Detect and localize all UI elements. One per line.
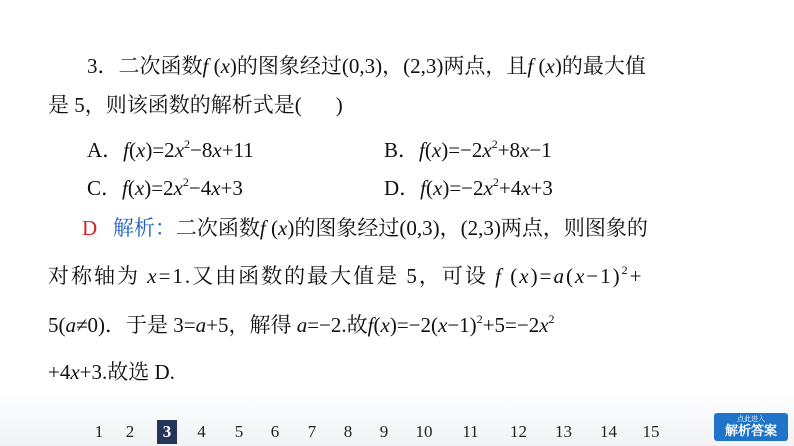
page-link-8[interactable]: 8: [343, 422, 353, 441]
math-x: x: [483, 176, 493, 200]
math-exponent: 2: [548, 312, 555, 326]
question-line-1: 3．二次函数f (x)的图象经过(0,3)，(2,3)两点，且f (x)的最大值: [87, 54, 646, 78]
page-link-15[interactable]: 15: [642, 422, 660, 441]
math-f: f: [495, 264, 504, 288]
math-exponent: 2: [184, 137, 191, 151]
question-text: 的图象经过(0,3)，(2,3)两点，且: [236, 54, 528, 78]
math-text: −1: [529, 138, 552, 162]
page-link-3[interactable]: 3: [157, 420, 177, 444]
math-text: −1): [447, 313, 477, 337]
math-f: f: [527, 54, 534, 78]
math-x: x: [220, 54, 230, 78]
math-x: x: [211, 176, 221, 200]
math-a: a: [65, 313, 76, 337]
answer-button-caption: 点此进入: [737, 415, 765, 423]
math-x: x: [134, 176, 145, 200]
solution-text: 对称轴为: [48, 264, 140, 288]
math-f: f: [367, 313, 374, 337]
math-x: x: [438, 313, 448, 337]
solution-text: +5，解得: [206, 313, 292, 337]
solution-line-4: [48, 358, 175, 386]
math-text: =−2(: [396, 313, 439, 337]
page-link-9[interactable]: 9: [379, 422, 389, 441]
page-link-12[interactable]: 12: [510, 422, 527, 441]
question-number: 3．: [87, 54, 119, 78]
math-x: x: [174, 138, 185, 162]
math-a: a: [296, 313, 308, 337]
math-text: +8: [497, 138, 521, 162]
page-link-7[interactable]: 7: [307, 422, 317, 441]
solution-label: 解析：: [112, 216, 176, 240]
math-f: f: [420, 176, 427, 200]
math-text: =2: [151, 176, 174, 200]
math-text: =−2: [448, 138, 483, 162]
option-b: B．$f(x)=-2x^2+8x-1$: [384, 137, 552, 162]
math-exponent: 2: [182, 175, 189, 189]
solution-text: =1.又由函数的最大值是 5，可设: [158, 264, 488, 288]
math-text: −8: [190, 138, 213, 162]
math-x: x: [482, 138, 492, 162]
math-x: x: [147, 264, 159, 288]
page-link-2[interactable]: 2: [125, 422, 135, 441]
math-x: x: [521, 176, 531, 200]
math-text: −4: [188, 176, 212, 200]
option-a: A．$f(x)=2x^2-8x+11$: [87, 137, 254, 162]
math-x: x: [539, 313, 549, 337]
math-x: x: [380, 313, 390, 337]
page-link-14[interactable]: 14: [600, 422, 617, 441]
math-exponent: 2: [621, 263, 630, 277]
math-f: f: [202, 54, 209, 78]
math-a: a: [195, 313, 207, 337]
option-label: A．: [87, 138, 124, 162]
page-link-10[interactable]: 10: [415, 422, 433, 441]
answer-button-label: 解析答案: [724, 424, 777, 439]
solution-text: =−2.故: [307, 313, 368, 337]
math-x: x: [136, 138, 146, 162]
math-f: f: [259, 216, 266, 240]
math-x: x: [519, 264, 531, 288]
page-link-4[interactable]: 4: [197, 422, 206, 441]
question-text: ): [335, 93, 343, 117]
option-c: C．$f(x)=2x^2-4x+3$: [87, 175, 243, 200]
math-f: f: [122, 176, 128, 200]
solution-text: ≠0)．于是 3=: [76, 313, 196, 337]
math-text: 5(: [48, 313, 66, 337]
math-text: +4: [498, 176, 522, 200]
page-link-1[interactable]: 1: [94, 422, 104, 441]
math-a: a: [553, 264, 566, 288]
solution-text: 的图象经过(0,3)，(2,3)两点，则图象的: [294, 216, 648, 240]
answer-letter: D: [82, 216, 98, 240]
math-text: +3: [530, 176, 553, 200]
math-text: =2: [152, 138, 175, 162]
math-x: x: [574, 264, 587, 288]
page-link-6[interactable]: 6: [270, 422, 280, 441]
question-text: 是 5，则该函数的解析式是(: [48, 93, 302, 117]
solution-text: 二次函数: [175, 216, 260, 240]
page-navigation: [92, 420, 666, 444]
math-x: x: [433, 176, 443, 200]
solution-line-2: 对称轴为 x=1.又由函数的最大值是 5，可设 f $(x)=a(x-1)^2+$: [48, 263, 644, 288]
math-x: x: [278, 216, 288, 240]
math-text: +11: [221, 138, 254, 162]
question-text: 的最大值: [561, 54, 646, 78]
page-link-13[interactable]: 13: [555, 422, 572, 441]
math-text: =: [539, 264, 554, 288]
solution-text: +3.故选 D.: [79, 360, 175, 384]
math-exponent: 2: [492, 175, 499, 189]
math-x: x: [545, 54, 555, 78]
math-x: x: [70, 360, 80, 384]
option-label: C．: [87, 176, 123, 200]
math-exponent: 2: [491, 137, 498, 151]
page-link-11[interactable]: 11: [462, 422, 479, 441]
option-label: D．: [384, 176, 421, 200]
math-x: x: [212, 138, 222, 162]
math-text: (: [565, 264, 575, 288]
solution-line-1: D 解析：二次函数f (x)的图象经过(0,3)，(2,3)两点，则图象的: [82, 216, 648, 240]
option-label: B．: [384, 138, 420, 162]
math-exponent: 2: [476, 312, 483, 326]
option-d: D．$f(x)=-2x^2+4x+3$: [384, 175, 553, 200]
solution-line-3: 5(a≠0)．于是 3=a+5，解得 a=−2.故$f(x)=-2(x-1)^2+5=-2x^2$: [48, 312, 555, 337]
view-answer-button[interactable]: [714, 413, 788, 441]
math-text: +4: [48, 360, 71, 384]
math-text: =−2: [449, 176, 484, 200]
math-text: +5=−2: [482, 313, 540, 337]
question-line-2: [48, 91, 343, 119]
math-x: x: [520, 138, 530, 162]
question-text: 二次函数: [118, 54, 203, 78]
math-text: −1): [586, 264, 622, 288]
math-text: +3: [220, 176, 243, 200]
math-text: +: [629, 264, 644, 288]
math-f: f: [419, 138, 425, 162]
math-f: f: [123, 138, 130, 162]
math-x: x: [173, 176, 183, 200]
page-link-5[interactable]: 5: [234, 422, 244, 441]
math-x: x: [431, 138, 442, 162]
